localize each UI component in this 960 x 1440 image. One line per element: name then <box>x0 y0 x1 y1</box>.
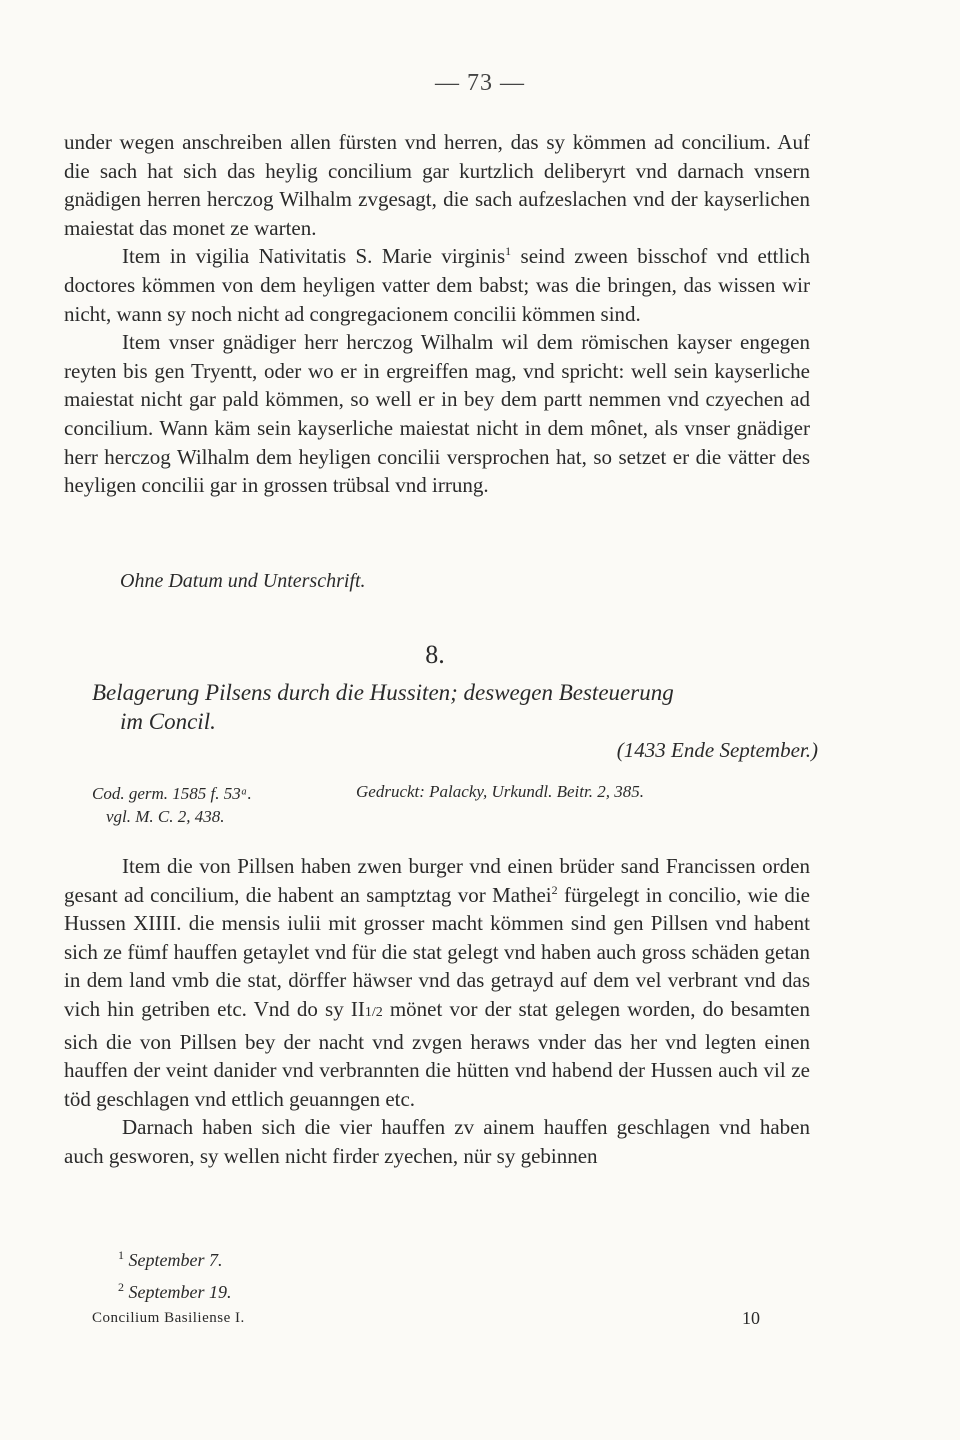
section-title-line-2: im Concil. <box>120 709 216 734</box>
fraction: 1/2 <box>364 1004 383 1020</box>
footnote-2-text: September 19. <box>128 1282 232 1302</box>
paragraph-2 <box>64 242 810 328</box>
footnote-ref-2[interactable]: 2 <box>551 882 558 897</box>
paragraph-1: under wegen anschreiben allen fürsten vnd herren, das sy kömmen ad concilium. Auf die sach hat sich das heylig concilium gar kurtzlich deliberyrt vnd darnach vnsern gnädigen herren herczog Wilhalm zvgesagt, die sach aufzeslachen vnd der kayserlichen maiestat das monet ze warten. <box>64 130 810 240</box>
footnote-1 <box>118 1244 231 1276</box>
footnote-mark-2: 2 <box>118 1280 124 1294</box>
source-vgl: vgl. M. C. 2, 438. <box>106 807 225 826</box>
footnote-2 <box>118 1276 231 1308</box>
source-cod: Cod. germ. 1585 f. 53ᵃ. <box>92 784 252 803</box>
paragraph-2-text-a: Item in vigilia Nativitatis S. Marie virginis <box>122 244 506 269</box>
paragraph-4-text-b: fürgelegt in concilio, wie die Hussen XIIII. die mensis iulii mit grosser macht kömmen sind gen Pillsen vnd habent sich ze fümf hauffen getaylet vnd für die stat gelegt vnd haben auch gross schäden getan in dem land vmb die stat, dörffer häwser vnd das getrayd auf dem vel verbrant vnd das vich hin getriben etc. Vnd do sy II <box>64 882 811 1021</box>
footnote-1-text: September 7. <box>128 1250 223 1270</box>
section-number: 8. <box>425 640 445 669</box>
section-date: (1433 Ende September.) <box>616 738 818 762</box>
footnotes <box>118 1244 231 1308</box>
paragraph-2-text-b: seind zween bisschof vnd ettlich doctores kömmen von dem heyligen vatter dem babst; was die bringen, das wissen wir nicht, wann sy noch nicht ad congregacionem concilii kömmen sind. <box>64 244 810 326</box>
section-title-line-1: Belagerung Pilsens durch die Hussiten; deswegen Besteuerung <box>92 680 674 705</box>
paragraph-3: Item vnser gnädiger herr herczog Wilhalm wil dem römischen kayser engegen reyten bis gen Tryentt, oder wo er in ergreiffen mag, vnd spricht: well sein kayserliche maiestat nicht gar pald kömmen, so well er in bey dem partt nemmen vnd czyechen ad concilium. Wann käm sein kayserliche maiestat nicht in dem mônet, als vnser gnädiger herr herczog Wilhalm dem heyligen concilii versprochen hat, so setzet er die vätter des heyligen concilii gar in grossen trübsal vnd irrung. <box>64 330 810 498</box>
running-footer: Concilium Basiliense I. <box>92 1310 245 1326</box>
footnote-ref-1[interactable]: 1 <box>505 244 512 259</box>
footnote-mark-1: 1 <box>118 1248 124 1262</box>
source-printed: Gedruckt: Palacky, Urkundl. Beitr. 2, 385. <box>356 782 644 801</box>
sheet-number: 10 <box>742 1308 760 1328</box>
text-block-top <box>64 128 810 500</box>
page-number: — 73 — <box>435 70 525 96</box>
paragraph-4 <box>64 852 810 1113</box>
source-citation-left <box>92 782 252 828</box>
section-title <box>92 678 812 736</box>
signature-note: Ohne Datum und Unterschrift. <box>120 570 366 592</box>
paragraph-5: Darnach haben sich die vier hauffen zv ainem hauffen geschlagen vnd haben auch gesworen, sy wellen nicht firder zyechen, nür sy gebinnen <box>64 1115 810 1168</box>
paragraph-4-text-a: Item die von Pillsen haben zwen burger vnd einen brüder sand Francissen orden gesant ad concilium, die habent an samptztag vor Mathei <box>64 854 810 907</box>
text-block-bottom <box>64 852 810 1171</box>
paragraph-4-text-c: mönet vor der stat gelegen worden, do besamten sich die von Pillsen bey der nacht vnd zvgen heraws vnder das her vnd legten einen hauffen der veint danider vnd verbrannten die hütten vnd habend der Hussen auch vil ze töd geschlagen vnd ettlich geuanngen etc. <box>64 996 810 1111</box>
